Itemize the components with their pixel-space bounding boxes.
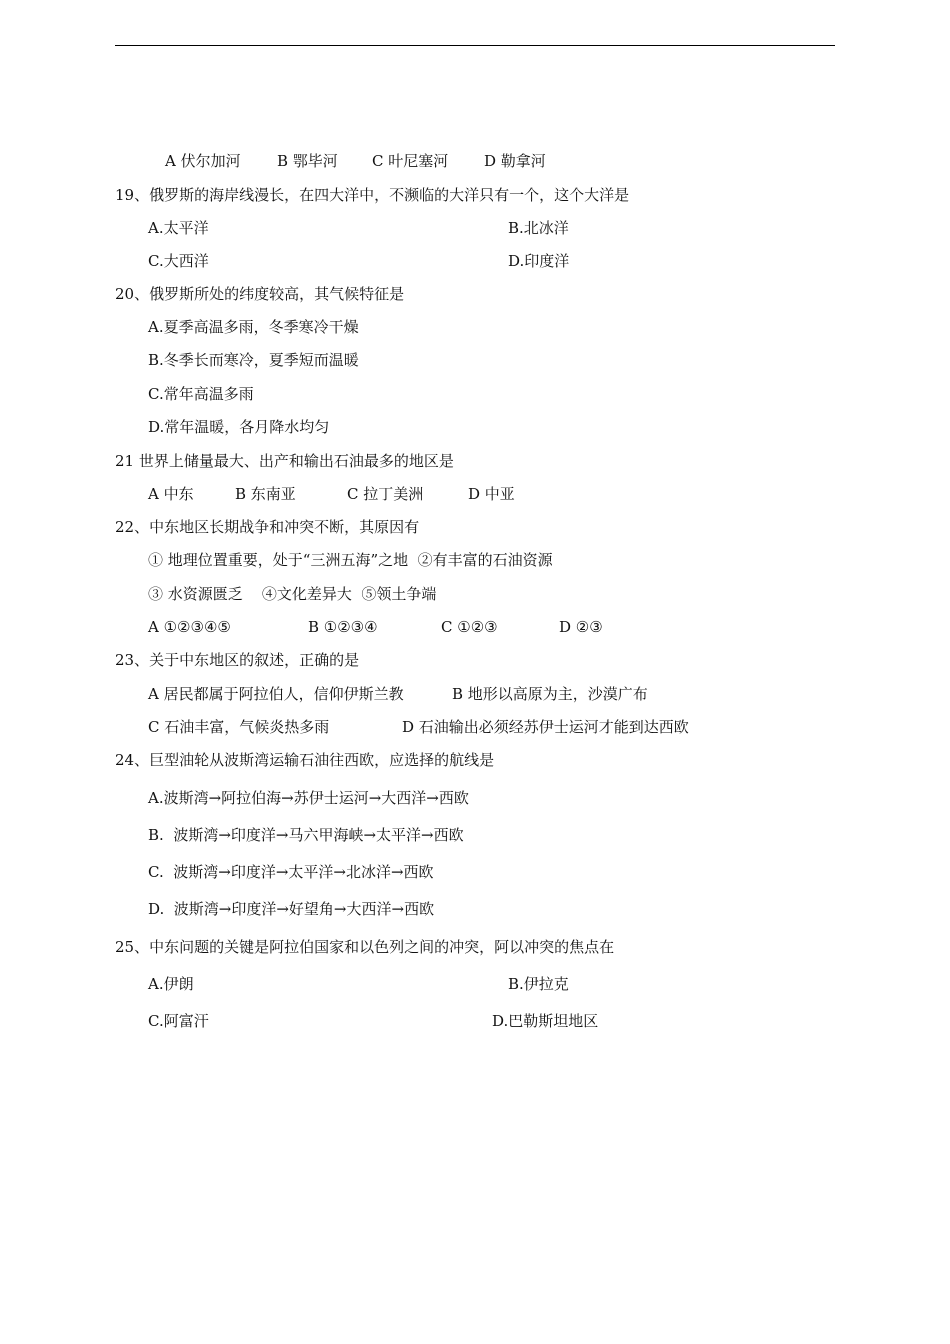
q20-option-a: A.夏季高温多雨，冬季寒冷干燥 xyxy=(148,318,359,336)
q25-stem: 25、中东问题的关键是阿拉伯国家和以色列之间的冲突，阿以冲突的焦点在 xyxy=(115,938,615,956)
q22-option-a: A ①②③④⑤ xyxy=(148,618,231,636)
q22-reasons-line-1: ① 地理位置重要，处于“三洲五海”之地 ②有丰富的石油资源 xyxy=(148,551,553,569)
q20-option-d: D.常年温暖，各月降水均匀 xyxy=(148,418,330,436)
q25-option-c: C.阿富汗 xyxy=(148,1012,209,1030)
q22-reasons-line-2: ③ 水资源匮乏 ④文化差异大 ⑤领土争端 xyxy=(148,585,437,603)
q24-stem: 24、巨型油轮从波斯湾运输石油往西欧，应选择的航线是 xyxy=(115,751,495,769)
q19-stem: 19、俄罗斯的海岸线漫长，在四大洋中，不濒临的大洋只有一个，这个大洋是 xyxy=(115,186,630,204)
q20-stem: 20、俄罗斯所处的纬度较高，其气候特征是 xyxy=(115,285,405,303)
header-rule xyxy=(115,45,835,46)
q22-stem: 22、中东地区长期战争和冲突不断，其原因有 xyxy=(115,518,420,536)
q19-option-a: A.太平洋 xyxy=(148,219,209,237)
q20-option-b: B.冬季长而寒冷，夏季短而温暖 xyxy=(148,351,359,369)
q24-option-c: C. 波斯湾→印度洋→太平洋→北冰洋→西欧 xyxy=(148,863,434,881)
q21-stem: 21 世界上储量最大、出产和输出石油最多的地区是 xyxy=(115,452,454,470)
q21-option-c: C 拉丁美洲 xyxy=(347,485,424,503)
q19-option-c: C.大西洋 xyxy=(148,252,209,270)
q21-option-b: B 东南亚 xyxy=(235,485,296,503)
q23-stem: 23、关于中东地区的叙述，正确的是 xyxy=(115,651,360,669)
q21-option-a: A 中东 xyxy=(148,485,194,503)
q22-option-b: B ①②③④ xyxy=(308,618,378,636)
q20-option-c: C.常年高温多雨 xyxy=(148,385,254,403)
q23-option-c: C 石油丰富，气候炎热多雨 xyxy=(148,718,330,736)
q18-option-b: B 鄂毕河 xyxy=(277,152,338,170)
q25-option-b: B.伊拉克 xyxy=(508,975,569,993)
q21-option-d: D 中亚 xyxy=(468,485,515,503)
q24-option-a: A.波斯湾→阿拉伯海→苏伊士运河→大西洋→西欧 xyxy=(148,789,469,807)
q22-option-c: C ①②③ xyxy=(441,618,498,636)
q25-option-a: A.伊朗 xyxy=(148,975,194,993)
q23-option-a: A 居民都属于阿拉伯人，信仰伊斯兰教 xyxy=(148,685,404,703)
q25-option-d: D.巴勒斯坦地区 xyxy=(492,1012,599,1030)
q19-option-b: B.北冰洋 xyxy=(508,219,569,237)
q18-option-a: A 伏尔加河 xyxy=(165,152,241,170)
q18-option-d: D 勒拿河 xyxy=(484,152,546,170)
q19-option-d: D.印度洋 xyxy=(508,252,570,270)
q24-option-d: D. 波斯湾→印度洋→好望角→大西洋→西欧 xyxy=(148,900,435,918)
q23-option-b: B 地形以高原为主，沙漠广布 xyxy=(452,685,648,703)
q24-option-b: B. 波斯湾→印度洋→马六甲海峡→太平洋→西欧 xyxy=(148,826,464,844)
q23-option-d: D 石油输出必须经苏伊士运河才能到达西欧 xyxy=(402,718,689,736)
q22-option-d: D ②③ xyxy=(559,618,603,636)
q18-option-c: C 叶尼塞河 xyxy=(372,152,449,170)
